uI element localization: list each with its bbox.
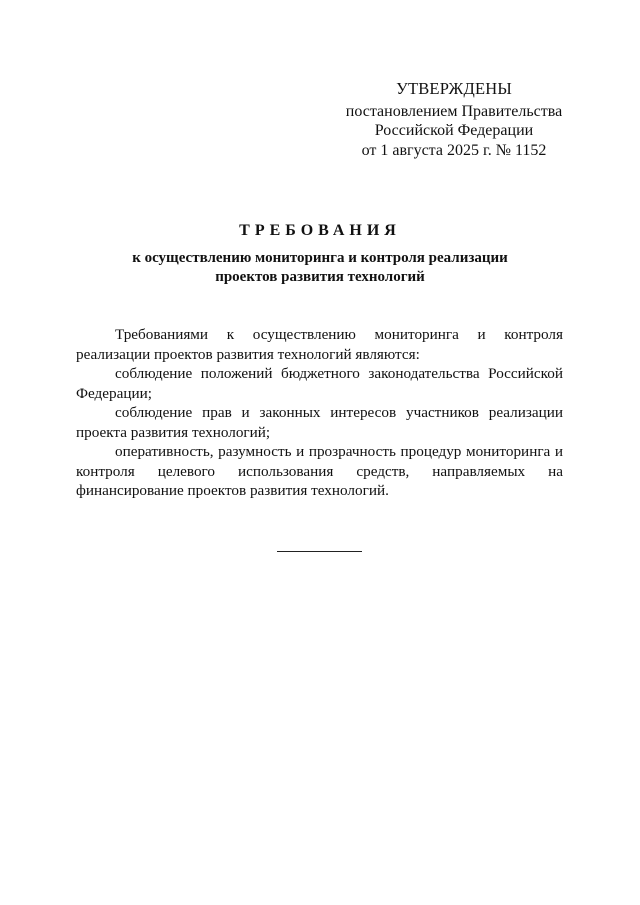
paragraph-participant-rights: соблюдение прав и законных интересов участников реализации проекта развития технологий; bbox=[76, 404, 563, 441]
approval-block bbox=[300, 79, 608, 160]
document-heading: ТРЕБОВАНИЯ bbox=[239, 222, 401, 239]
approval-line-2: Российской Федерации bbox=[374, 122, 534, 139]
paragraph-budget-law: соблюдение положений бюджетного законодательства Российской Федерации; bbox=[76, 365, 563, 402]
subheading-line-2: проектов развития технологий bbox=[215, 269, 425, 285]
document-body bbox=[76, 325, 563, 501]
approval-stamp: УТВЕРЖДЕНЫ bbox=[396, 79, 512, 98]
approval-line-1: постановлением Правительства bbox=[345, 102, 563, 120]
closing-rule bbox=[277, 551, 362, 552]
document-subheading bbox=[0, 249, 640, 287]
paragraph-intro: Требованиями к осуществлению мониторинга и контроля реализации проектов развития технологий являются: bbox=[76, 326, 563, 363]
paragraph-transparency: оперативность, разумность и прозрачность процедур мониторинга и контроля целевого использования средств, направляемых на финансирование проектов развития технологий. bbox=[76, 443, 563, 499]
approval-line-3: от 1 августа 2025 г. № 1152 bbox=[361, 141, 547, 159]
subheading-line-1: к осуществлению мониторинга и контроля реализации bbox=[132, 250, 508, 266]
